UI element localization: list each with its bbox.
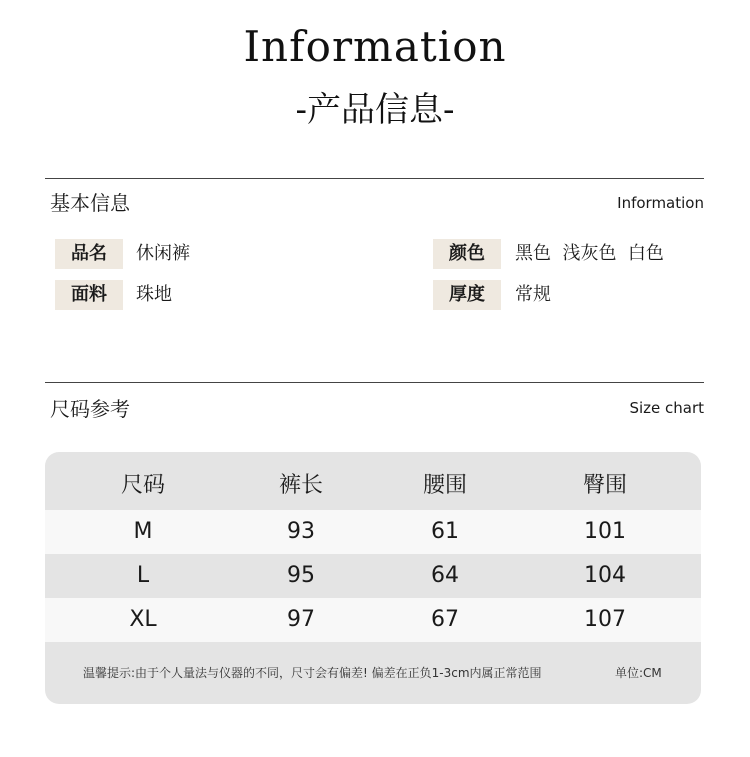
table-cell: 104 xyxy=(584,563,626,588)
field-value-fabric: 珠地 xyxy=(136,284,172,305)
size-table xyxy=(45,452,701,704)
table-cell: 61 xyxy=(431,519,459,544)
table-cell: XL xyxy=(129,607,157,632)
field-value-name: 休闲裤 xyxy=(136,243,190,264)
table-cell: 95 xyxy=(287,563,315,588)
table-cell: 93 xyxy=(287,519,315,544)
column-header-size: 尺码 xyxy=(120,473,165,498)
size-table-header xyxy=(45,464,701,508)
basic-info-subtitle: Information xyxy=(617,194,704,212)
table-row xyxy=(45,554,701,598)
table-cell: 67 xyxy=(431,607,459,632)
field-value-color: 黑色 浅灰色 白色 xyxy=(515,243,664,264)
column-header-waist: 腰围 xyxy=(422,473,467,498)
title-english: Information xyxy=(243,22,507,71)
table-cell: 97 xyxy=(287,607,315,632)
title-chinese: -产品信息- xyxy=(295,90,455,130)
field-label-fabric: 面料 xyxy=(55,280,123,310)
field-label-color: 颜色 xyxy=(433,239,501,269)
size-chart-divider xyxy=(45,382,704,383)
field-label-name: 品名 xyxy=(55,239,123,269)
size-unit: 单位:CM xyxy=(615,666,662,680)
table-row xyxy=(45,598,701,642)
table-cell: 64 xyxy=(431,563,459,588)
table-cell: M xyxy=(133,519,153,544)
table-cell: 107 xyxy=(584,607,626,632)
size-chart-subtitle: Size chart xyxy=(629,399,704,417)
basic-info-title: 基本信息 xyxy=(50,191,130,215)
column-header-length: 裤长 xyxy=(278,473,323,498)
field-value-thickness: 常规 xyxy=(515,284,551,305)
size-note: 温馨提示:由于个人量法与仪器的不同，尺寸会有偏差! 偏差在正负1-3cm内属正常范围 xyxy=(83,666,542,680)
table-cell: 101 xyxy=(584,519,626,544)
table-row xyxy=(45,510,701,554)
field-label-thickness: 厚度 xyxy=(433,280,501,310)
column-header-hip: 臀围 xyxy=(582,473,627,498)
basic-info-divider xyxy=(45,178,704,179)
size-chart-title: 尺码参考 xyxy=(50,397,130,421)
table-cell: L xyxy=(136,563,150,588)
